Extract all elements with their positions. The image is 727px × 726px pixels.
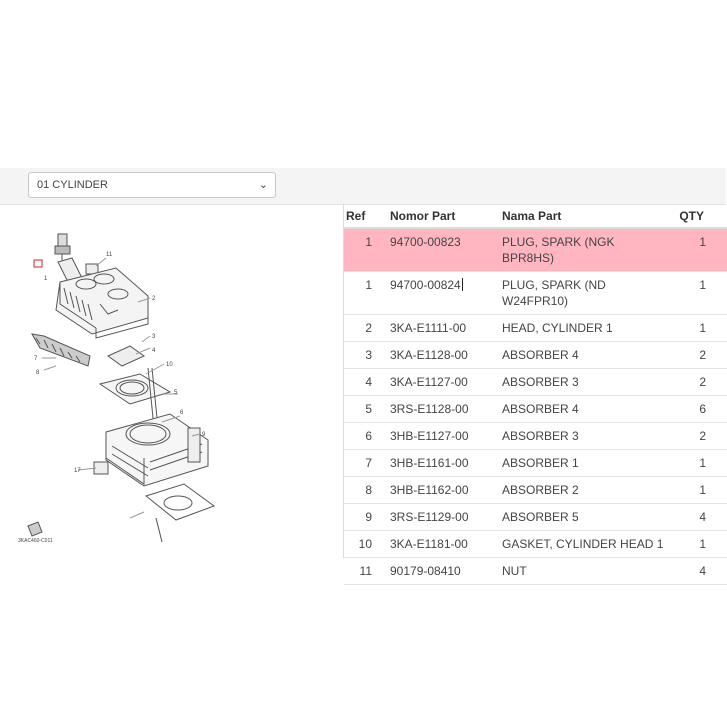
cell-part-name: ABSORBER 3 [502, 369, 674, 396]
table-row[interactable] [344, 228, 727, 272]
cell-part-name: PLUG, SPARK (NGK BPR8HS) [502, 228, 674, 272]
cell-part-name: HEAD, CYLINDER 1 [502, 315, 674, 342]
cell-part-name: ABSORBER 3 [502, 423, 674, 450]
cell-qty: 2 [674, 369, 727, 396]
table-row[interactable] [344, 450, 727, 477]
cell-qty: 4 [674, 558, 727, 585]
callout-label: 3 [152, 334, 156, 340]
cell-part-number: 3HB-E1162-00 [384, 477, 502, 504]
cell-qty: 1 [674, 228, 727, 272]
cell-part-number: 3RS-E1128-00 [384, 396, 502, 423]
cell-part-number: 3KA-E1127-00 [384, 369, 502, 396]
cell-qty: 2 [674, 342, 727, 369]
callout-label: 10 [166, 362, 173, 368]
cell-part-number: 94700-00823 [384, 228, 502, 272]
cell-qty: 4 [674, 504, 727, 531]
cell-part-name: ABSORBER 1 [502, 450, 674, 477]
cell-part-name: ABSORBER 2 [502, 477, 674, 504]
cell-part-number [384, 272, 502, 315]
cell-ref: 9 [344, 504, 384, 531]
cell-part-number: 3KA-E1128-00 [384, 342, 502, 369]
header-ref: Ref [344, 204, 384, 228]
cell-part-number: 3KA-E1181-00 [384, 531, 502, 558]
table-row[interactable] [344, 315, 727, 342]
cell-ref: 7 [344, 450, 384, 477]
parts-table-container [343, 204, 727, 578]
cell-qty: 1 [674, 531, 727, 558]
chevron-down-icon[interactable]: ⌄ [258, 179, 268, 191]
category-select[interactable] [28, 172, 276, 198]
cell-part-name: ABSORBER 5 [502, 504, 674, 531]
cell-ref: 5 [344, 396, 384, 423]
table-row[interactable] [344, 423, 727, 450]
table-header-row [344, 204, 727, 228]
callout-label: 17 [74, 468, 81, 474]
header-part-number: Nomor Part [384, 204, 502, 228]
callout-label: 6 [180, 410, 184, 416]
cell-part-name: GASKET, CYLINDER HEAD 1 [502, 531, 674, 558]
cell-part-name: PLUG, SPARK (ND W24FPR10) [502, 272, 674, 315]
cell-ref: 8 [344, 477, 384, 504]
cell-part-number-text: 94700-00824 [390, 278, 461, 292]
cell-part-name: ABSORBER 4 [502, 342, 674, 369]
cell-qty: 6 [674, 396, 727, 423]
text-cursor [462, 278, 463, 291]
callout-label: 1 [44, 276, 48, 282]
cell-qty: 1 [674, 315, 727, 342]
parts-table [344, 204, 727, 585]
cell-part-number: 3RS-E1129-00 [384, 504, 502, 531]
cell-part-number: 90179-08410 [384, 558, 502, 585]
callout-label: 9 [202, 432, 206, 438]
callout-label: 11 [106, 252, 113, 258]
toolbar [0, 168, 726, 205]
cylinder-block-drawing [106, 414, 208, 486]
table-row[interactable] [344, 558, 727, 585]
cell-part-name: NUT [502, 558, 674, 585]
table-row[interactable] [344, 272, 727, 315]
cell-part-number: 3KA-E1111-00 [384, 315, 502, 342]
cell-ref: 2 [344, 315, 384, 342]
table-row[interactable] [344, 504, 727, 531]
table-row[interactable] [344, 369, 727, 396]
cell-part-number: 3HB-E1161-00 [384, 450, 502, 477]
table-row[interactable] [344, 477, 727, 504]
cell-qty: 1 [674, 450, 727, 477]
exploded-parts-diagram [0, 208, 340, 558]
cell-ref: 6 [344, 423, 384, 450]
cylinder-diagram-svg [0, 208, 340, 558]
cell-part-number: 3HB-E1127-00 [384, 423, 502, 450]
cell-ref: 10 [344, 531, 384, 558]
table-row[interactable] [344, 396, 727, 423]
category-select-value: 01 CYLINDER [37, 179, 108, 191]
cell-ref: 3 [344, 342, 384, 369]
callout-label: 5 [174, 390, 178, 396]
cell-ref: 1 [344, 272, 384, 315]
table-row[interactable] [344, 531, 727, 558]
cell-ref: 1 [344, 228, 384, 272]
callout-label: 7 [34, 356, 38, 362]
cell-ref: 4 [344, 369, 384, 396]
diagram-code: 3KAC460-C011 [18, 538, 53, 544]
head-gasket-drawing [100, 374, 170, 404]
callout-label: 2 [152, 296, 156, 302]
cell-ref: 11 [344, 558, 384, 585]
header-part-name: Nama Part [502, 204, 674, 228]
callout-label: 8 [36, 370, 40, 376]
callout-label: 4 [152, 348, 156, 354]
cell-qty: 2 [674, 423, 727, 450]
cell-qty: 1 [674, 272, 727, 315]
table-row[interactable] [344, 342, 727, 369]
header-qty: QTY [674, 204, 727, 228]
cell-part-name: ABSORBER 4 [502, 396, 674, 423]
cell-qty: 1 [674, 477, 727, 504]
